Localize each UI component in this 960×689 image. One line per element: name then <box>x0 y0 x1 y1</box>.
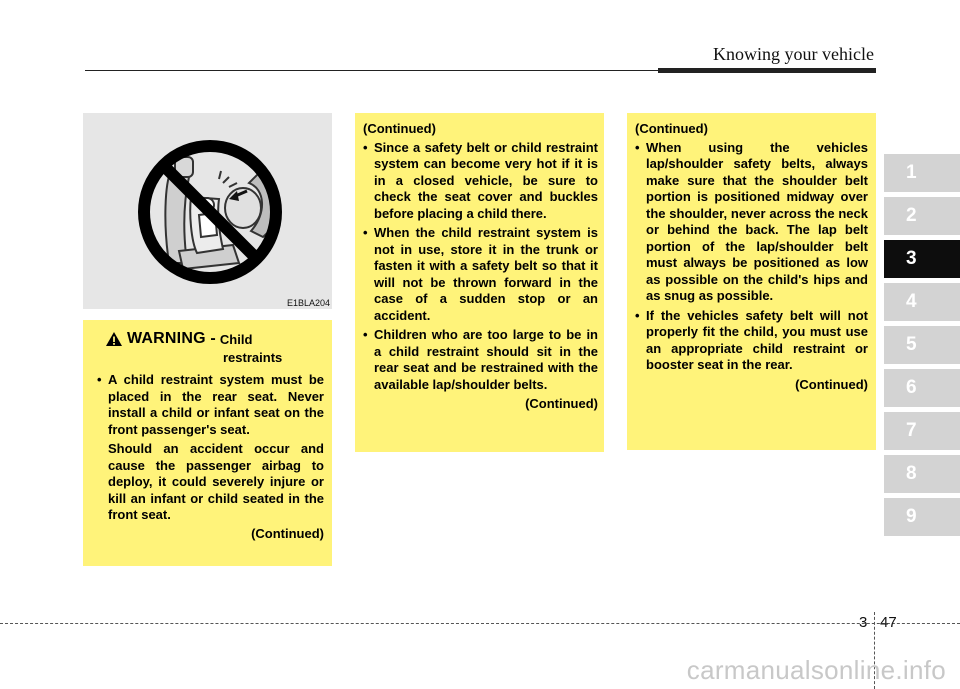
chapter-tabs <box>884 154 960 541</box>
header-title: Knowing your vehicle <box>713 44 874 64</box>
continued-box-right <box>627 113 876 450</box>
warning-triangle-icon <box>105 331 123 347</box>
footer-chapter-number: 3 <box>859 614 868 631</box>
continued-heading: (Continued) <box>635 121 708 136</box>
continued-box-middle <box>355 113 604 452</box>
warning-label: WARNING - <box>127 330 216 347</box>
chapter-tab-1[interactable]: 1 <box>884 154 960 192</box>
chapter-tab-6[interactable]: 6 <box>884 369 960 407</box>
warning-box <box>83 320 332 566</box>
warning-list <box>97 372 324 438</box>
chapter-tab-4[interactable]: 4 <box>884 283 960 321</box>
warning-bullet: • A child restraint system must be placed in the rear seat. Never install a child or infant seat on the front passenger's seat. <box>97 372 324 438</box>
footer-page-number: 47 <box>880 614 897 631</box>
footer-rule <box>0 623 960 624</box>
chapter-tab-9[interactable]: 9 <box>884 498 960 536</box>
continued-heading: (Continued) <box>363 121 436 136</box>
continued-label: (Continued) <box>251 525 324 541</box>
continued-label: (Continued) <box>525 396 598 411</box>
warning-subtitle-line-2: restraints <box>223 350 283 365</box>
warning-paragraph: Should an accident occur and cause the passenger airbag to deploy, it could severely injure or kill an infant or child seated in the front seat. <box>108 441 324 522</box>
right-bullet: • When using the vehicles lap/shoulder safety belts, always make sure that the shoulder belt portion is positioned midway over the shoulder, never across the neck or behind the back. The lap belt portion of the lap/shoulder belt must always be positioned as low as possible on the child's hips and as snug as possible. <box>635 140 868 305</box>
chapter-tab-2[interactable]: 2 <box>884 197 960 235</box>
right-list <box>635 140 868 374</box>
chapter-tab-7[interactable]: 7 <box>884 412 960 450</box>
warning-header <box>97 330 324 348</box>
right-bullet: • If the vehicles safety belt will not properly fit the child, you must use an appropriate child restraint or booster seat in the rear. <box>635 308 868 374</box>
continued-label: (Continued) <box>795 376 868 392</box>
middle-list <box>363 140 598 394</box>
warning-subtitle: Child <box>219 332 253 347</box>
illustration-panel <box>83 113 332 309</box>
no-child-seat-front-icon <box>83 113 332 309</box>
header-rule-accent <box>658 68 876 73</box>
middle-bullet: • Since a safety belt or child restraint system can become very hot if it is in a closed vehicle, be sure to check the seat cover and buckles before placing a child there. <box>363 140 598 223</box>
middle-bullet: • When the child restraint system is not in use, store it in the trunk or fasten it with a safety belt so that it will not be thrown forward in the case of a sudden stop or an accident. <box>363 225 598 324</box>
middle-bullet: • Children who are too large to be in a child restraint should sit in the rear seat and be restrained with the available lap/shoulder belts. <box>363 327 598 393</box>
chapter-tab-8[interactable]: 8 <box>884 455 960 493</box>
watermark: carmanualsonline.info <box>686 655 946 685</box>
illustration-code: E1BLA204 <box>286 298 330 308</box>
chapter-tab-5[interactable]: 5 <box>884 326 960 364</box>
chapter-tab-3[interactable]: 3 <box>884 240 960 278</box>
